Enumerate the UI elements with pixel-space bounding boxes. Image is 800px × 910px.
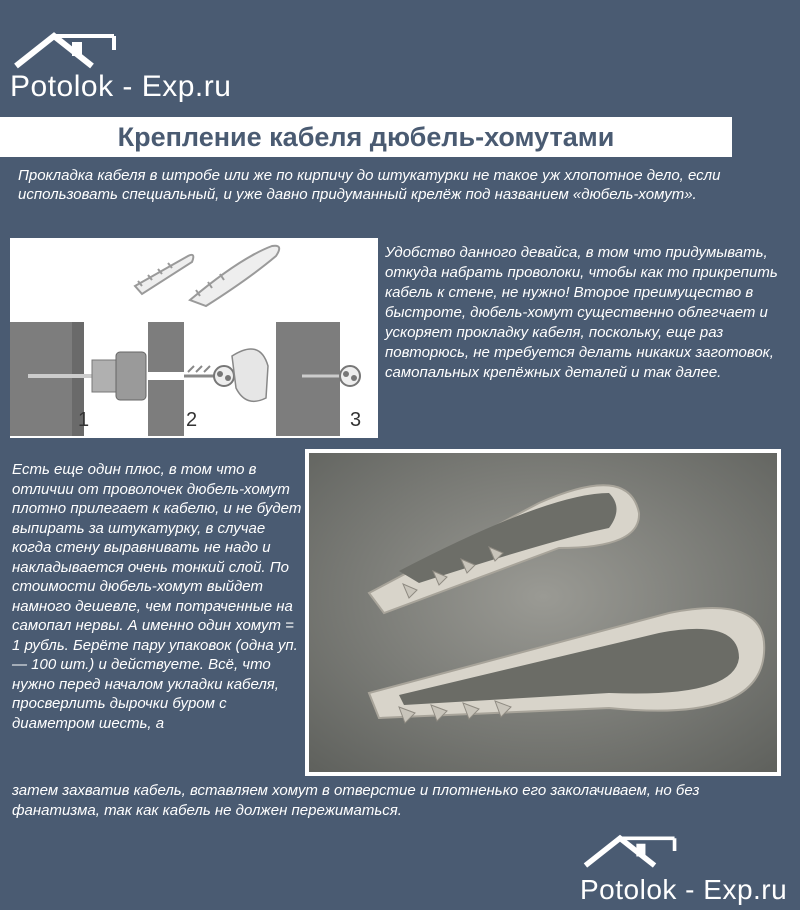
step-label: 3 [350, 409, 362, 431]
step-label: 2 [186, 409, 198, 431]
house-roof-icon [580, 830, 680, 872]
site-logo[interactable] [10, 28, 270, 108]
benefits-paragraph: Есть еще один плюс, в том что в отличии от проволочек дюбель-хомут плотно прилегает к кабелю, и не будет выпирать за штукатурку, в случае когда стену выравнивать не надо и накладывается очень тонкий слой. По стоимости дюбель-хомут выйдет намного дешевле, чем потраченные на самопал нервы. А именно один хомут = 1 рубль. Берёте пару упаковок (одна уп. — 100 шт.) и действуете. Всё, что нужно перед началом укладки кабеля, просверлить дырочки буром с диаметром шесть, а [12, 461, 302, 732]
house-roof-icon [10, 28, 120, 72]
benefits-paragraph-end: затем захватив кабель, вставляем хомут в отверстие и плотненько его заколачиваем, но без фанатизма, так как кабель не должен пережиматься. [12, 782, 700, 819]
clip-large-icon [190, 246, 279, 306]
intro-paragraph: Прокладка кабеля в штробе или же по кирпичу до штукатурки не такое уж хлопотное дело, если использовать специальный, и уже давно придуманный крелёж под названием «дюбель-хомут». [18, 167, 721, 203]
clips-photo-illustration [309, 453, 777, 772]
installation-diagram [10, 238, 378, 438]
page-title: Крепление кабеля дюбель-хомутами [117, 122, 615, 152]
step-label: 1 [78, 409, 90, 431]
logo-text: Potolok - Exp.ru [580, 874, 788, 905]
logo-text: Potolok - Exp.ru [10, 70, 232, 103]
title-bar [0, 117, 732, 157]
clip-small-icon [135, 255, 193, 294]
diagram-illustration [10, 238, 378, 438]
site-logo-bottom[interactable] [580, 830, 800, 910]
clips-photo [305, 449, 781, 776]
advantages-paragraph: Удобство данного девайса, в том что придумывать, откуда набрать проволоки, чтобы как то прикрепить кабель к стене, не нужно! Второе преимущество в быстроте, дюбель-хомут существенно облегчает и ускоряет прокладку кабеля, поскольку, еще раз повторюсь, не требуется делать никаких заготовок, самопальных крепёжных деталей и так далее. [385, 244, 778, 381]
